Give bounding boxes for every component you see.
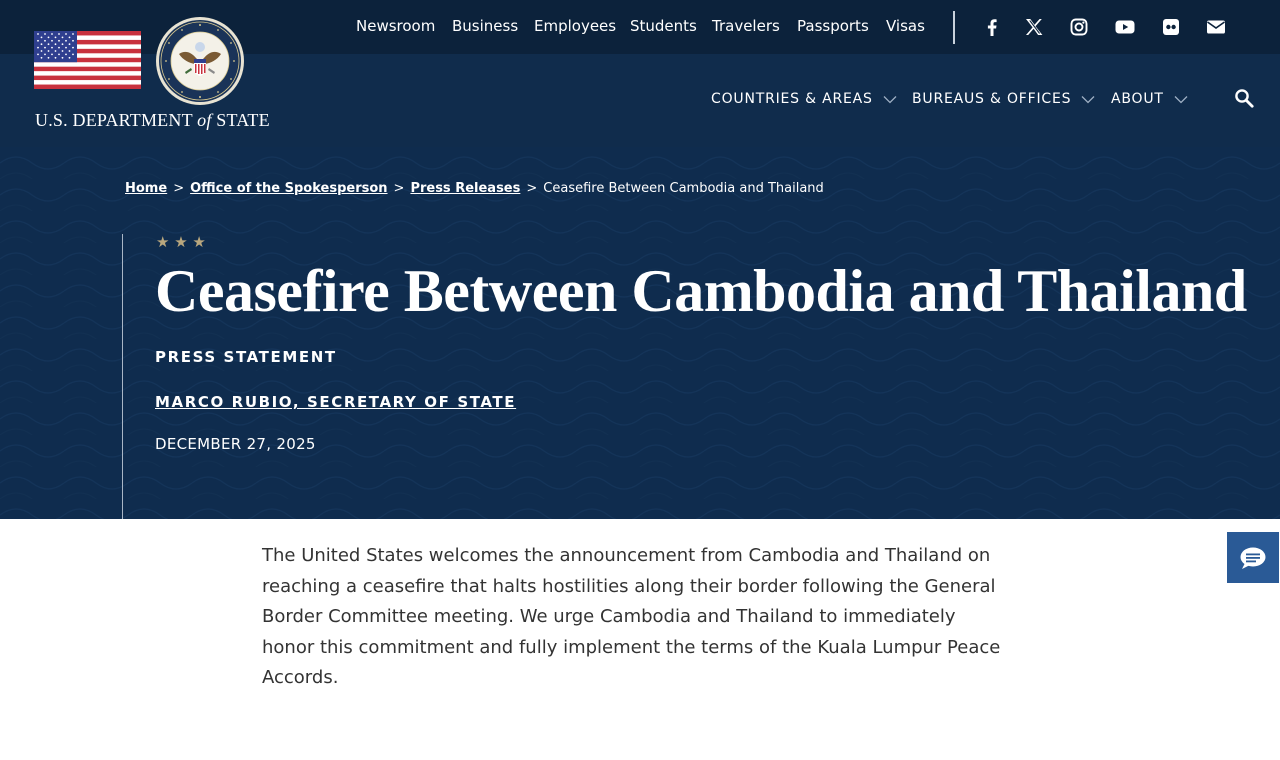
breadcrumb-press-releases[interactable]: Press Releases xyxy=(410,181,521,196)
publish-date: DECEMBER 27, 2025 xyxy=(155,435,316,453)
nav-bureaus-offices-label: BUREAUS & OFFICES xyxy=(912,91,1072,107)
nav-students[interactable]: Students xyxy=(630,17,697,35)
instagram-icon[interactable] xyxy=(1067,15,1091,39)
author-link[interactable]: MARCO RUBIO, SECRETARY OF STATE xyxy=(155,393,517,411)
breadcrumb-home[interactable]: Home xyxy=(125,181,168,196)
nav-employees[interactable]: Employees xyxy=(534,17,617,35)
nav-countries-areas-label: COUNTRIES & AREAS xyxy=(711,91,873,107)
dept-name-prefix: U.S. DEPARTMENT xyxy=(35,110,193,130)
chevron-down-icon xyxy=(1174,92,1188,106)
nav-about[interactable] xyxy=(1111,91,1188,107)
article-body: The United States welcomes the announcement from Cambodia and Thailand on reaching a ceasefire that halts hostilities along their border following the General Border Committee meeting. We urge Cambodia and Thailand to immediately honor this commitment and fully implement the terms of the Kuala Lumpur Peace Accords. xyxy=(262,545,1001,688)
breadcrumb-separator: > xyxy=(526,181,538,196)
hero-divider-line xyxy=(122,234,123,519)
site-header xyxy=(0,0,1280,147)
stars-decoration xyxy=(156,235,206,250)
nav-about-label: ABOUT xyxy=(1111,91,1164,107)
wave-pattern-background xyxy=(0,147,1280,519)
flickr-icon[interactable] xyxy=(1159,15,1183,39)
article-hero xyxy=(0,147,1280,519)
chat-icon xyxy=(1239,546,1267,570)
breadcrumb-current: Ceasefire Between Cambodia and Thailand xyxy=(543,181,824,196)
dept-name-of: of xyxy=(197,110,212,130)
nav-business[interactable]: Business xyxy=(452,17,519,35)
chevron-down-icon xyxy=(1081,92,1095,106)
nav-passports[interactable]: Passports xyxy=(797,17,869,35)
search-icon[interactable] xyxy=(1232,86,1256,110)
department-wordmark[interactable] xyxy=(35,110,270,131)
star-icon: ★ ★ ★ xyxy=(156,233,206,251)
breadcrumb xyxy=(125,181,824,196)
nav-travelers[interactable]: Travelers xyxy=(712,17,780,35)
department-seal-icon[interactable] xyxy=(155,16,245,106)
nav-newsroom[interactable]: Newsroom xyxy=(356,17,436,35)
nav-countries-areas[interactable] xyxy=(711,91,897,107)
utility-divider xyxy=(953,11,955,44)
page-title: Ceasefire Between Cambodia and Thailand xyxy=(155,258,1247,324)
email-icon[interactable] xyxy=(1204,15,1228,39)
feedback-chat-button[interactable] xyxy=(1227,532,1279,583)
breadcrumb-spokesperson[interactable]: Office of the Spokesperson xyxy=(190,181,388,196)
dept-name-suffix: STATE xyxy=(216,110,270,130)
us-flag-icon[interactable] xyxy=(34,31,141,89)
statement-type: PRESS STATEMENT xyxy=(155,348,337,366)
breadcrumb-separator: > xyxy=(393,181,405,196)
chevron-down-icon xyxy=(883,92,897,106)
nav-bureaus-offices[interactable] xyxy=(912,91,1095,107)
nav-visas[interactable]: Visas xyxy=(886,17,925,35)
breadcrumb-separator: > xyxy=(173,181,185,196)
youtube-icon[interactable] xyxy=(1113,15,1137,39)
x-icon[interactable] xyxy=(1022,15,1046,39)
facebook-icon[interactable] xyxy=(980,15,1004,39)
